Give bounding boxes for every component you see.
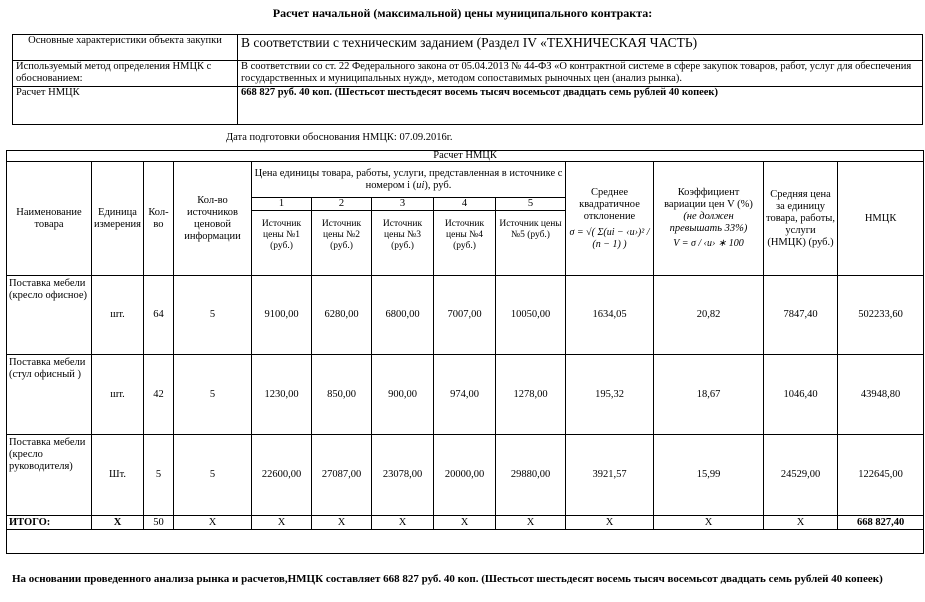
row-avg: 7847,40 bbox=[764, 276, 838, 355]
header-qty: Кол-во bbox=[144, 162, 174, 276]
row-price: 20000,00 bbox=[434, 435, 496, 516]
coef-note: (не должен превышать 33%) bbox=[669, 211, 748, 234]
total-row bbox=[7, 516, 924, 530]
info-table bbox=[12, 34, 923, 125]
header-sources: Кол-во источников ценовой информации bbox=[174, 162, 252, 276]
table-row bbox=[7, 355, 924, 435]
row-coef: 18,67 bbox=[654, 355, 764, 435]
row-price: 27087,00 bbox=[312, 435, 372, 516]
row-avg: 24529,00 bbox=[764, 435, 838, 516]
total-price: X bbox=[496, 516, 566, 530]
source-label: Источник цены №1 (руб.) bbox=[252, 211, 312, 276]
source-label: Источник цены №4 (руб.) bbox=[434, 211, 496, 276]
row-stddev: 195,32 bbox=[566, 355, 654, 435]
row-qty: 5 bbox=[144, 435, 174, 516]
header-price-var: ui bbox=[416, 179, 425, 191]
source-number: 1 bbox=[252, 198, 312, 211]
row-price: 974,00 bbox=[434, 355, 496, 435]
row-name: Поставка мебели (стул офисный ) bbox=[7, 355, 92, 435]
header-price-group-text: Цена единицы товара, работы, услуги, представленная в источнике с номером i ( bbox=[254, 167, 563, 191]
row-unit: Шт. bbox=[92, 435, 144, 516]
row-nmck: 43948,80 bbox=[838, 355, 924, 435]
row-nmck: 122645,00 bbox=[838, 435, 924, 516]
row-price: 7007,00 bbox=[434, 276, 496, 355]
total-coef: X bbox=[654, 516, 764, 530]
row-qty: 42 bbox=[144, 355, 174, 435]
header-unit: Единица измерения bbox=[92, 162, 144, 276]
preparation-date: Дата подготовки обоснования НМЦК: 07.09.2016г. bbox=[226, 132, 453, 143]
total-unit: X bbox=[92, 516, 144, 530]
nmck-table bbox=[6, 150, 924, 554]
row-price: 6280,00 bbox=[312, 276, 372, 355]
row-price: 850,00 bbox=[312, 355, 372, 435]
row-qty: 64 bbox=[144, 276, 174, 355]
source-number: 3 bbox=[372, 198, 434, 211]
info-value: 668 827 руб. 40 коп. (Шестьсот шестьдесят восемь тысяч восемьсот двадцать семь рублей 40 копеек) bbox=[238, 87, 923, 125]
row-price: 23078,00 bbox=[372, 435, 434, 516]
document-title: Расчет начальной (максимальной) цены муниципального контракта: bbox=[272, 6, 653, 20]
info-label: Основные характеристики объекта закупки bbox=[13, 35, 238, 61]
source-label: Источник цены №5 (руб.) bbox=[496, 211, 566, 276]
coef-formula: V = σ / ‹u› ∗ 100 bbox=[673, 238, 744, 249]
total-price: X bbox=[312, 516, 372, 530]
total-price: X bbox=[252, 516, 312, 530]
source-number: 2 bbox=[312, 198, 372, 211]
total-price: X bbox=[434, 516, 496, 530]
source-label: Источник цены №3 (руб.) bbox=[372, 211, 434, 276]
table-row bbox=[7, 435, 924, 516]
row-price: 9100,00 bbox=[252, 276, 312, 355]
row-coef: 20,82 bbox=[654, 276, 764, 355]
table-row bbox=[7, 276, 924, 355]
row-price: 900,00 bbox=[372, 355, 434, 435]
blank-row bbox=[7, 530, 924, 554]
header-nmck: НМЦК bbox=[838, 162, 924, 276]
info-value: В соответствии с техническим заданием (Раздел IV «ТЕХНИЧЕСКАЯ ЧАСТЬ) bbox=[238, 35, 923, 61]
row-stddev: 1634,05 bbox=[566, 276, 654, 355]
info-row-calc bbox=[13, 87, 923, 125]
coef-label: Коэффициент вариации цен V (%) bbox=[664, 187, 753, 210]
header-coef bbox=[654, 162, 764, 276]
header-price-group bbox=[252, 162, 566, 198]
row-unit: шт. bbox=[92, 276, 144, 355]
row-sources: 5 bbox=[174, 276, 252, 355]
header-price-group-end: ), руб. bbox=[424, 179, 452, 191]
row-price: 6800,00 bbox=[372, 276, 434, 355]
row-nmck: 502233,60 bbox=[838, 276, 924, 355]
row-name: Поставка мебели (кресло офисное) bbox=[7, 276, 92, 355]
info-row-method bbox=[13, 61, 923, 87]
row-stddev: 3921,57 bbox=[566, 435, 654, 516]
header-avg: Средняя цена за единицу товара, работы, услуги (НМЦК) (руб.) bbox=[764, 162, 838, 276]
stddev-label: Среднее квадратичное отклонение bbox=[579, 186, 640, 222]
total-qty: 50 bbox=[144, 516, 174, 530]
row-avg: 1046,40 bbox=[764, 355, 838, 435]
row-price: 1278,00 bbox=[496, 355, 566, 435]
row-coef: 15,99 bbox=[654, 435, 764, 516]
info-label: Используемый метод определения НМЦК с обоснованием: bbox=[13, 61, 238, 87]
row-name: Поставка мебели (кресло руководителя) bbox=[7, 435, 92, 516]
header-stddev bbox=[566, 162, 654, 276]
total-label: ИТОГО: bbox=[7, 516, 92, 530]
source-number: 4 bbox=[434, 198, 496, 211]
row-price: 29880,00 bbox=[496, 435, 566, 516]
total-nmck: 668 827,40 bbox=[838, 516, 924, 530]
info-label: Расчет НМЦК bbox=[13, 87, 238, 125]
source-number: 5 bbox=[496, 198, 566, 211]
stddev-formula: σ = √( Σ(ui − ‹u›)² / (n − 1) ) bbox=[569, 226, 650, 250]
total-sources: X bbox=[174, 516, 252, 530]
row-sources: 5 bbox=[174, 355, 252, 435]
conclusion-text: На основании проведенного анализа рынка и расчетов,НМЦК составляет 668 827 руб. 40 коп. (Шестьсот шестьдесят восемь тысяч восемьсот двадцать семь рублей 40 копеек) bbox=[12, 573, 883, 585]
source-label: Источник цены №2 (руб.) bbox=[312, 211, 372, 276]
header-row bbox=[7, 162, 924, 198]
table-caption: Расчет НМЦК bbox=[7, 151, 924, 162]
total-stddev: X bbox=[566, 516, 654, 530]
row-price: 10050,00 bbox=[496, 276, 566, 355]
info-value: В соответствии со ст. 22 Федерального закона от 05.04.2013 № 44-ФЗ «О контрактной системе в сфере закупок товаров, работ, услуг для обеспечения государственных и муниципальных нужд», методом сопоставимых рыночных цен (анализ рынка). bbox=[238, 61, 923, 87]
info-row-characteristics bbox=[13, 35, 923, 61]
total-price: X bbox=[372, 516, 434, 530]
row-price: 22600,00 bbox=[252, 435, 312, 516]
table-caption-row bbox=[7, 151, 924, 162]
total-avg: X bbox=[764, 516, 838, 530]
header-name: Наименование товара bbox=[7, 162, 92, 276]
row-price: 1230,00 bbox=[252, 355, 312, 435]
row-unit: шт. bbox=[92, 355, 144, 435]
row-sources: 5 bbox=[174, 435, 252, 516]
blank-cell bbox=[7, 530, 924, 554]
